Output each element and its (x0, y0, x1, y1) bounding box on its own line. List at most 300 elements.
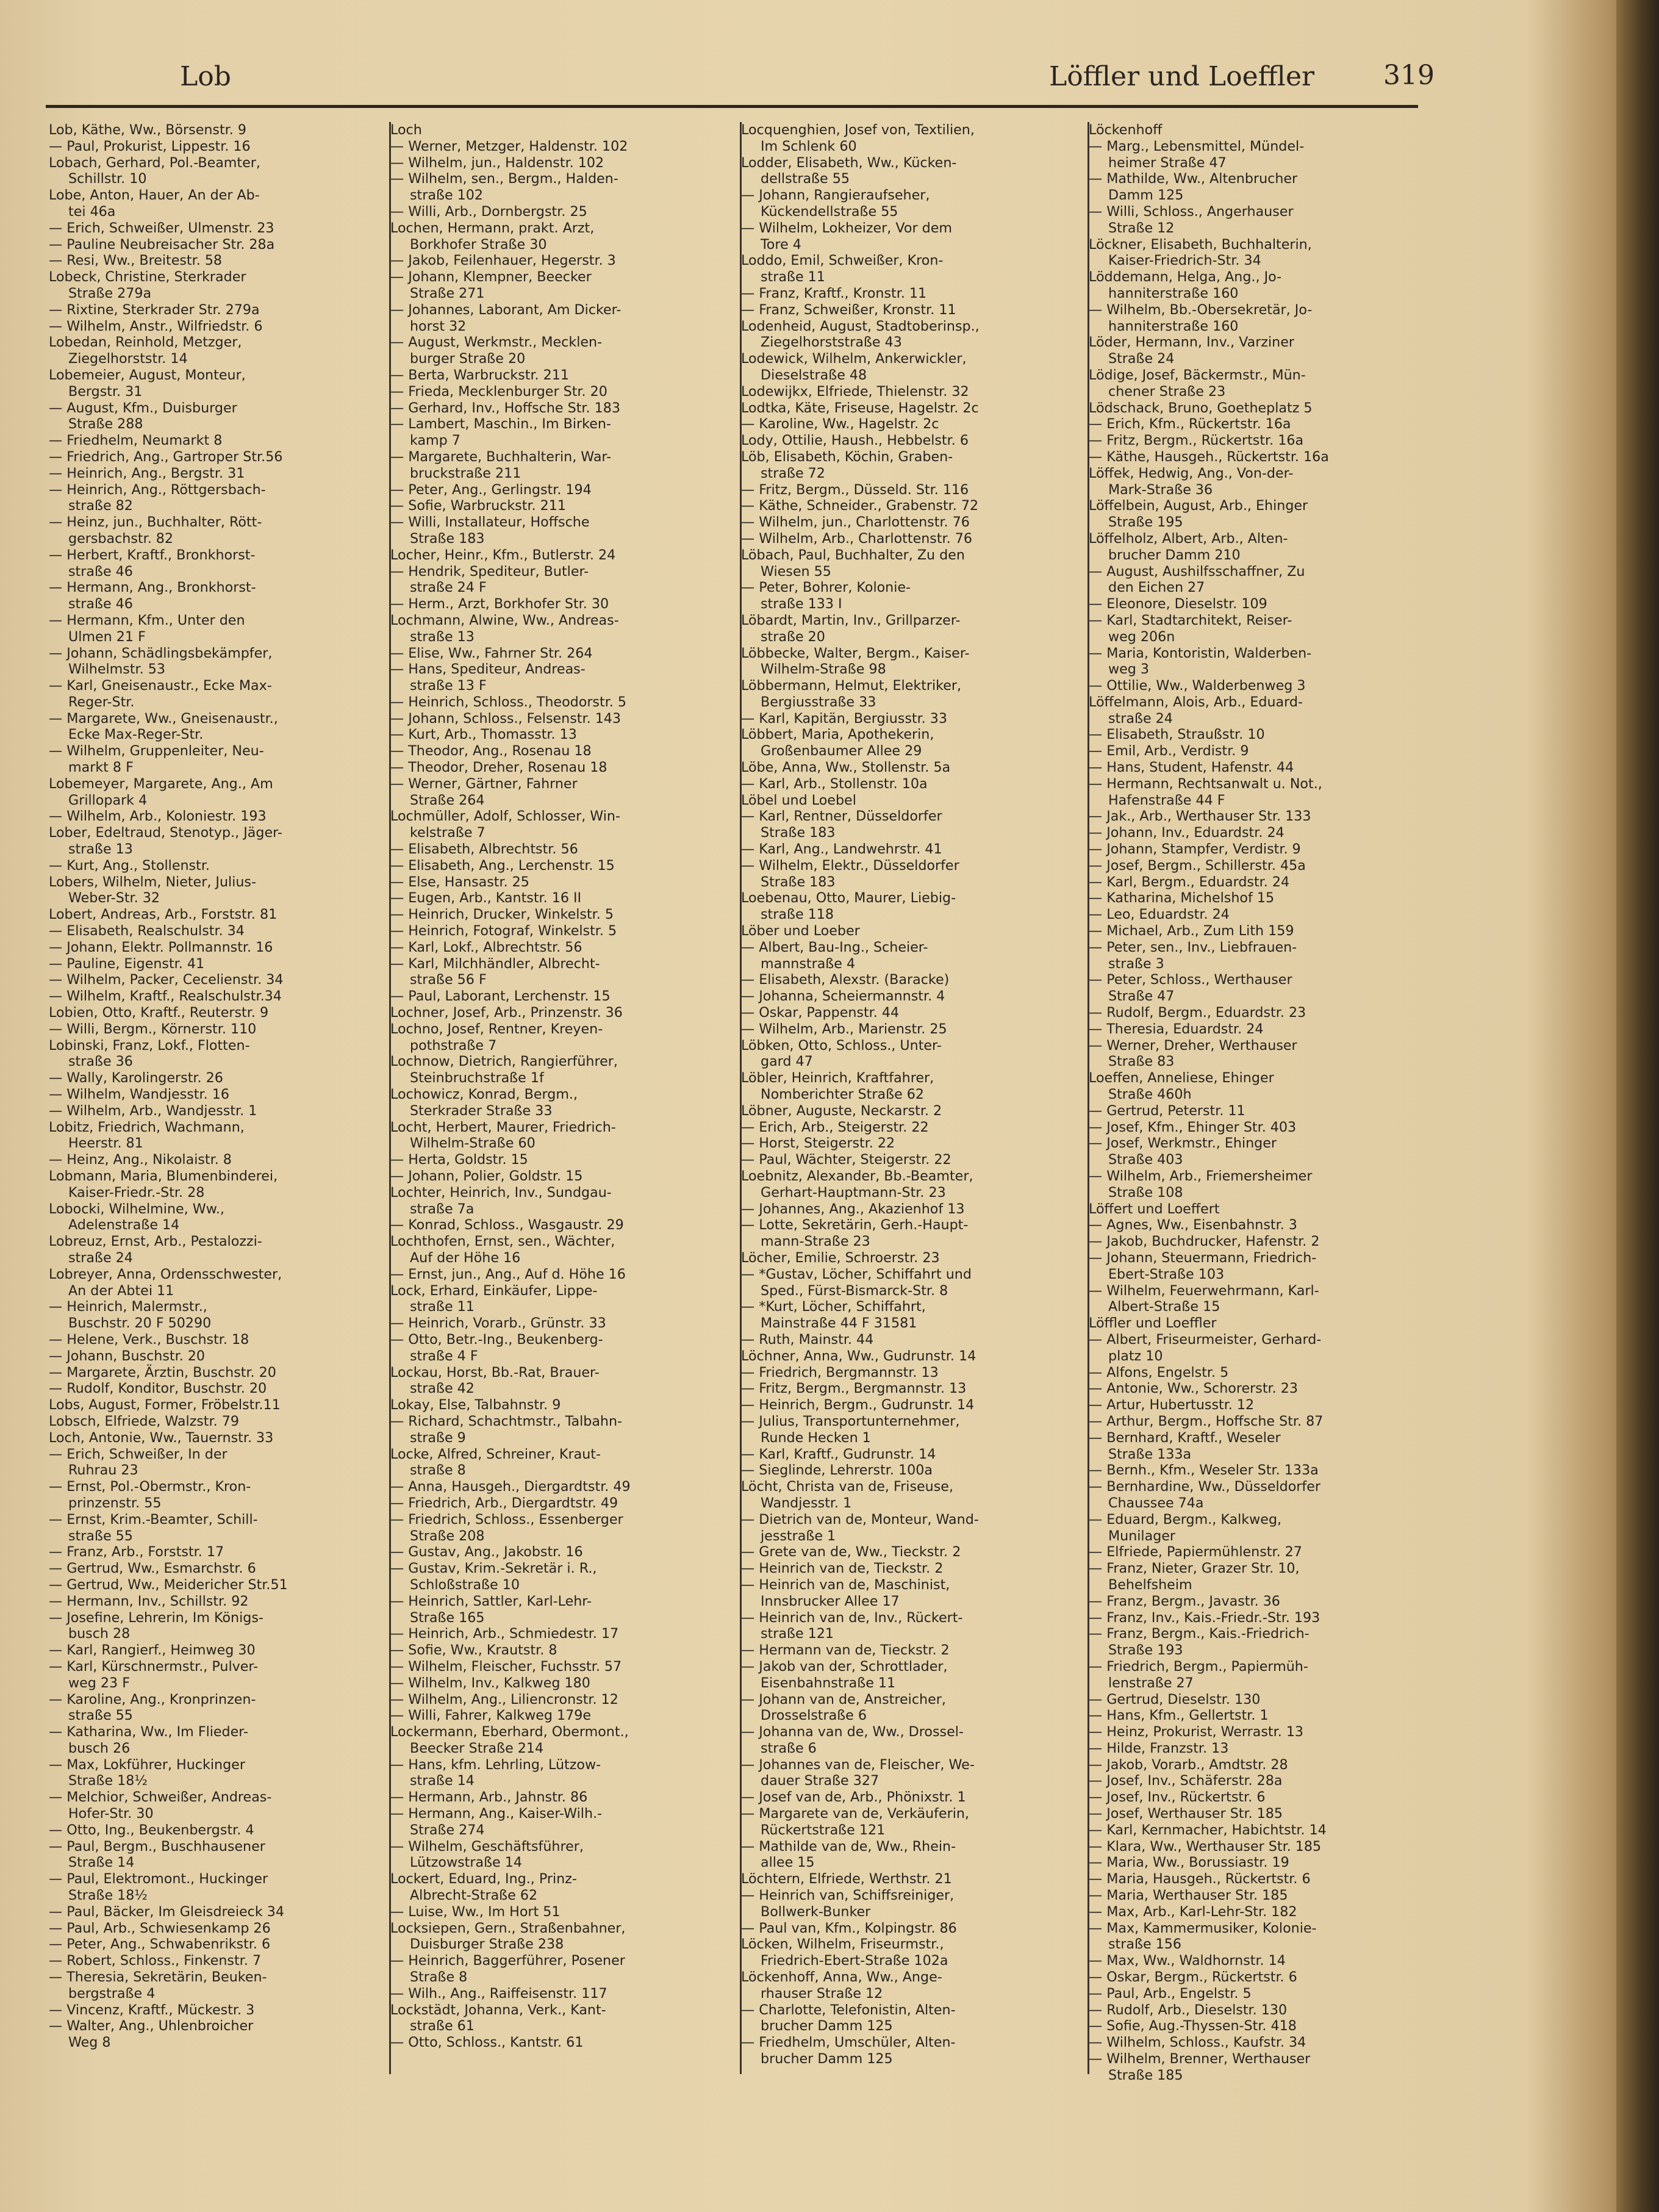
directory-entry-line: Sped., Fürst-Bismarck-Str. 8 (761, 1282, 948, 1299)
directory-entry-line: — Helene, Verk., Buschstr. 18 (49, 1331, 249, 1348)
directory-entry-line: — Josef, Inv., Schäferstr. 28a (1089, 1773, 1283, 1789)
directory-entry-line: Chaussee 74a (1108, 1495, 1204, 1511)
page-header (73, 56, 1433, 105)
directory-entry-line: — Maria, Kontoristin, Walderben- (1089, 645, 1312, 661)
directory-entry-line: — Fritz, Bergm., Bergmannstr. 13 (741, 1381, 967, 1397)
directory-entry-line: — Erich, Kfm., Rückertstr. 16a (1089, 416, 1291, 433)
directory-entry-line: — Karl, Arb., Stollenstr. 10a (741, 775, 928, 792)
directory-entry-line: — Karl, Stadtarchitekt, Reiser- (1089, 612, 1292, 628)
directory-entry-line: — Herbert, Kraftf., Bronkhorst- (49, 547, 256, 563)
directory-entry-line: — Franz, Bergm., Kais.-Friedrich- (1089, 1626, 1310, 1642)
directory-entry-line: Lochowicz, Konrad, Bergm., (390, 1086, 578, 1103)
directory-entry-line: — Johann, Schädlingsbekämpfer, (49, 645, 273, 661)
directory-entry-line: — Ruth, Mainstr. 44 (741, 1331, 874, 1348)
directory-entry-line: bergstraße 4 (68, 1985, 156, 2002)
directory-entry-line: Löbler, Heinrich, Kraftfahrer, (741, 1070, 934, 1086)
directory-entry-line: — Karl, Bergm., Eduardstr. 24 (1089, 874, 1290, 890)
directory-entry-line: Wiesen 55 (761, 563, 831, 580)
directory-entry-line: — August, Werkmstr., Mecklen- (390, 334, 603, 351)
directory-entry-line: — Pauline Neubreisacher Str. 28a (49, 236, 275, 253)
directory-entry-line: — Friedhelm, Neumarkt 8 (49, 433, 223, 449)
directory-entry-line: — Margarete, Ww., Gneisenaustr., (49, 710, 278, 727)
directory-entry-line: — Elfriede, Papiermühlenstr. 27 (1089, 1544, 1302, 1560)
directory-entry-line: Löb, Elisabeth, Köchin, Graben- (741, 448, 953, 465)
directory-entry-line: — Wilhelm, Arb., Charlottenstr. 76 (741, 530, 972, 547)
directory-entry-line: straße 11 (410, 1299, 475, 1315)
directory-entry-line: — Heinrich, Ang., Bergstr. 31 (49, 465, 245, 481)
directory-entry-line: straße 24 (1108, 710, 1173, 727)
directory-entry-line: — Karoline, Ang., Kronprinzen- (49, 1691, 256, 1707)
directory-entry-line: — Werner, Dreher, Werthauser (1089, 1037, 1297, 1054)
directory-entry-line: Lockert, Eduard, Ing., Prinz- (390, 1871, 577, 1887)
directory-entry-line: — Hermann, Ang., Bronkhorst- (49, 580, 256, 596)
directory-entry-line: pothstraße 7 (410, 1037, 497, 1054)
directory-entry-line: — Jak., Arb., Werthauser Str. 133 (1089, 808, 1311, 825)
directory-entry-line: Lodewick, Wilhelm, Ankerwickler, (741, 351, 967, 367)
directory-entry-line: Lochen, Hermann, prakt. Arzt, (390, 220, 595, 236)
directory-entry-line: — Josef, Werthauser Str. 185 (1089, 1806, 1283, 1822)
directory-entry-line: busch 28 (68, 1626, 131, 1642)
directory-entry-line: Weber-Str. 32 (68, 890, 160, 907)
directory-entry-line: — Albert, Friseurmeister, Gerhard- (1089, 1331, 1322, 1348)
directory-entry-line: Lochter, Heinrich, Inv., Sundgau- (390, 1184, 612, 1201)
directory-entry-line: Straße 279a (68, 285, 152, 301)
directory-entry-line: — Hilde, Franzstr. 13 (1089, 1740, 1229, 1756)
directory-entry-line: Straße 83 (1108, 1054, 1175, 1070)
directory-entry-line: — Hans, kfm. Lehrling, Lützow- (390, 1756, 601, 1773)
directory-entry-line: Lobemeyer, Margarete, Ang., Am (49, 775, 273, 792)
directory-entry-line: Löcken, Wilhelm, Friseurmstr., (741, 1936, 944, 1953)
directory-entry-line: — Gertrud, Ww., Esmarchstr. 6 (49, 1560, 256, 1577)
directory-entry-line: — Jakob, Vorarb., Amdtstr. 28 (1089, 1756, 1288, 1773)
directory-entry-line: Löchtern, Elfriede, Werthstr. 21 (741, 1871, 952, 1887)
directory-entry-line: — Johann, Polier, Goldstr. 15 (390, 1168, 583, 1184)
directory-entry-line: — Anna, Hausgeh., Diergardtstr. 49 (390, 1479, 631, 1495)
directory-entry-line: Straße 403 (1108, 1152, 1183, 1168)
directory-entry-line: — August, Aushilfsschaffner, Zu (1089, 563, 1305, 580)
directory-entry-line: — Josef, Kfm., Ehinger Str. 403 (1089, 1119, 1297, 1135)
directory-entry-line: Behelfsheim (1108, 1576, 1192, 1593)
directory-entry-line: — Hermann, Rechtsanwalt u. Not., (1089, 775, 1322, 792)
directory-entry-line: — Max, Kammermusiker, Kolonie- (1089, 1920, 1317, 1936)
directory-entry-line: Lödige, Josef, Bäckermstr., Mün- (1089, 367, 1306, 383)
directory-entry-line: kelstraße 7 (410, 825, 486, 841)
directory-entry-line: — Gustav, Krim.-Sekretär i. R., (390, 1560, 597, 1577)
directory-entry-line: — Hermann, Arb., Jahnstr. 86 (390, 1789, 588, 1806)
directory-entry-line: Straße 208 (410, 1528, 485, 1544)
directory-entry-line: — Hermann, Inv., Schillstr. 92 (49, 1593, 249, 1609)
directory-entry-line: — Peter, sen., Inv., Liebfrauen- (1089, 939, 1297, 955)
directory-entry-line: Löber und Loeber (741, 923, 860, 939)
directory-entry-line: — Berta, Warbruckstr. 211 (390, 367, 569, 383)
directory-entry-line: platz 10 (1108, 1348, 1163, 1364)
directory-entry-line: — Oskar, Bergm., Rückertstr. 6 (1089, 1969, 1297, 1986)
directory-entry-line: — Arthur, Bergm., Hoffsche Str. 87 (1089, 1413, 1324, 1429)
directory-entry-line: Lober, Edeltraud, Stenotyp., Jäger- (49, 825, 282, 841)
directory-entry-line: — Ernst, Krim.-Beamter, Schill- (49, 1511, 258, 1528)
directory-entry-line: Munilager (1108, 1528, 1176, 1544)
directory-entry-line: straße 14 (410, 1773, 475, 1789)
directory-entry-line: Straße 47 (1108, 988, 1175, 1005)
directory-entry-line: Lobsch, Elfriede, Walzstr. 79 (49, 1413, 239, 1429)
directory-entry-line: — Wilhelm, jun., Charlottenstr. 76 (741, 514, 970, 531)
directory-entry-line: Straße 14 (68, 1855, 135, 1871)
directory-entry-line: Beecker Straße 214 (410, 1740, 544, 1756)
directory-entry-line: — Otto, Ing., Beukenbergstr. 4 (49, 1822, 254, 1838)
directory-entry-line: Ebert-Straße 103 (1108, 1266, 1225, 1282)
directory-entry-line: Lockau, Horst, Bb.-Rat, Brauer- (390, 1364, 600, 1381)
directory-entry-line: lenstraße 27 (1108, 1675, 1194, 1691)
directory-entry-line: Lobe, Anton, Hauer, An der Ab- (49, 187, 260, 204)
directory-entry-line: Locquenghien, Josef von, Textilien, (741, 122, 975, 138)
directory-entry-line: — Margarete, Buchhalterin, War- (390, 448, 612, 465)
directory-entry-line: Lock, Erhard, Einkäufer, Lippe- (390, 1282, 598, 1299)
directory-entry-line: Lobien, Otto, Kraftf., Reuterstr. 9 (49, 1005, 269, 1021)
directory-entry-line: — Karl, Kraftf., Gudrunstr. 14 (741, 1446, 936, 1462)
directory-entry-line: Auf der Höhe 16 (410, 1249, 521, 1266)
directory-entry-line: Löbbecke, Walter, Bergm., Kaiser- (741, 645, 970, 661)
directory-entry-line: — Lotte, Sekretärin, Gerh.-Haupt- (741, 1217, 969, 1233)
directory-entry-line: — Artur, Hubertusstr. 12 (1089, 1397, 1255, 1413)
directory-entry-line: Lödschack, Bruno, Goetheplatz 5 (1089, 400, 1313, 416)
directory-entry-line: Bollwerk-Bunker (761, 1903, 871, 1920)
directory-entry-line: — Bernh., Kfm., Weseler Str. 133a (1089, 1462, 1319, 1479)
directory-entry-line: Friedrich-Ebert-Straße 102a (761, 1953, 948, 1969)
directory-entry-line: tei 46a (68, 203, 116, 220)
directory-entry-line: Straße 271 (410, 285, 485, 301)
directory-entry-line: — Max, Ww., Waldhornstr. 14 (1089, 1953, 1286, 1969)
directory-entry-line: — Friedhelm, Umschüler, Alten- (741, 2034, 956, 2051)
directory-entry-line: — Maria, Werthauser Str. 185 (1089, 1887, 1288, 1904)
directory-entry-line: — Marg., Lebensmittel, Mündel- (1089, 138, 1305, 154)
directory-entry-line: — Wilhelm, Feuerwehrmann, Karl- (1089, 1282, 1319, 1299)
directory-entry-line: — Johanna, Scheiermannstr. 4 (741, 988, 945, 1005)
directory-entry-line: straße 56 F (410, 972, 487, 988)
directory-entry-line: Löffelbein, August, Arb., Ehinger (1089, 498, 1308, 514)
directory-entry-line: — Sieglinde, Lehrerstr. 100a (741, 1462, 933, 1479)
directory-entry-line: den Eichen 27 (1108, 580, 1205, 596)
directory-entry-line: — Wilhelm, Kraftf., Realschulstr.34 (49, 988, 282, 1005)
directory-entry-line: Straße 133a (1108, 1446, 1192, 1462)
directory-entry-line: — Franz, Inv., Kais.-Friedr.-Str. 193 (1089, 1609, 1320, 1626)
directory-entry-line: — Agnes, Ww., Eisenbahnstr. 3 (1089, 1217, 1297, 1233)
directory-entry-line: Innsbrucker Allee 17 (761, 1593, 900, 1609)
directory-entry-line: Wilhelmstr. 53 (68, 661, 165, 678)
directory-entry-line: Straße 165 (410, 1609, 485, 1626)
directory-entry-line: straße 8 (410, 1462, 466, 1479)
directory-entry-line: — Paul, Elektromont., Huckinger (49, 1871, 268, 1887)
directory-entry-line: — Erich, Schweißer, Ulmenstr. 23 (49, 220, 274, 236)
directory-entry-line: Heerstr. 81 (68, 1135, 143, 1152)
directory-entry-line: — Wilhelm, Anstr., Wilfriedstr. 6 (49, 318, 263, 334)
directory-entry-line: — Franz, Schweißer, Kronstr. 11 (741, 301, 956, 318)
directory-entry-line: weg 206n (1108, 628, 1175, 645)
directory-entry-line: — Heinrich, Malermstr., (49, 1299, 207, 1315)
directory-entry-line: — Erich, Schweißer, In der (49, 1446, 228, 1462)
directory-entry-line: Ruhrau 23 (68, 1462, 138, 1479)
directory-entry-line: — Hans, Spediteur, Andreas- (390, 661, 586, 678)
directory-entry-line: — Gertrud, Ww., Meidericher Str.51 (49, 1576, 288, 1593)
directory-entry-line: — Käthe, Hausgeh., Rückertstr. 16a (1089, 448, 1329, 465)
directory-entry-line: — Klara, Ww., Werthauser Str. 185 (1089, 1838, 1322, 1855)
directory-entry-line: Lobocki, Wilhelmine, Ww., (49, 1201, 224, 1217)
directory-entry-line: — *Kurt, Löcher, Schiffahrt, (741, 1299, 926, 1315)
directory-entry-line: — Katharina, Michelshof 15 (1089, 890, 1275, 907)
directory-entry-line: Lobs, August, Former, Fröbelstr.11 (49, 1397, 281, 1413)
directory-entry-line: — Heinz, Prokurist, Werrastr. 13 (1089, 1724, 1304, 1740)
directory-entry-line: Löcher, Emilie, Schroerstr. 23 (741, 1249, 940, 1266)
directory-entry-line: — Franz, Nieter, Grazer Str. 10, (1089, 1560, 1300, 1577)
directory-entry-line: — Otto, Schloss., Kantstr. 61 (390, 2034, 584, 2051)
directory-entry-line: gard 47 (761, 1054, 813, 1070)
directory-entry-line: Kaiser-Friedr.-Str. 28 (68, 1184, 205, 1201)
directory-entry-line: — Gertrud, Peterstr. 11 (1089, 1102, 1245, 1119)
directory-entry-line: chener Straße 23 (1108, 383, 1226, 400)
directory-entry-line: — Franz, Arb., Forststr. 17 (49, 1544, 224, 1560)
directory-entry-line: Mark-Straße 36 (1108, 481, 1213, 498)
directory-entry-line: Straße 274 (410, 1822, 485, 1838)
directory-entry-line: — Elisabeth, Realschulstr. 34 (49, 923, 245, 939)
directory-entry-line: — Dietrich van de, Monteur, Wand- (741, 1511, 979, 1528)
directory-entry-line: Albrecht-Straße 62 (410, 1887, 538, 1904)
directory-entry-line: — Hermann van de, Tieckstr. 2 (741, 1642, 950, 1659)
directory-entry-line: Mainstraße 44 F 31581 (761, 1315, 917, 1332)
directory-entry-line: — Jakob, Feilenhauer, Hegerstr. 3 (390, 253, 616, 269)
directory-entry-line: Im Schlenk 60 (761, 138, 857, 154)
directory-entry-line: — Rudolf, Arb., Dieselstr. 130 (1089, 2002, 1288, 2018)
directory-entry-line: — Pauline, Eigenstr. 41 (49, 955, 205, 972)
directory-entry-line: — Wilhelm, Elektr., Düsseldorfer (741, 857, 959, 874)
directory-entry-line: — Heinrich van de, Maschinist, (741, 1576, 950, 1593)
directory-entry-line: Hafenstraße 44 F (1108, 792, 1225, 808)
directory-entry-line: — Wilhelm, sen., Bergm., Halden- (390, 171, 618, 187)
directory-entry-line: — Ernst, jun., Ang., Auf d. Höhe 16 (390, 1266, 626, 1282)
directory-entry-line: Loddo, Emil, Schweißer, Kron- (741, 253, 944, 269)
directory-entry-line: Löckenhoff (1089, 122, 1163, 138)
directory-entry-line: straße 118 (761, 907, 834, 923)
directory-entry-line: Löffek, Hedwig, Ang., Von-der- (1089, 465, 1294, 481)
directory-entry-line: — Hermann, Ang., Kaiser-Wilh.- (390, 1806, 603, 1822)
directory-entry-line: Rückertstraße 121 (761, 1822, 886, 1838)
directory-entry-line: — Karoline, Ww., Hagelstr. 2c (741, 416, 939, 433)
directory-entry-line: — Margarete van de, Verkäuferin, (741, 1806, 969, 1822)
directory-entry-line: — Johann, Schloss., Felsenstr. 143 (390, 710, 622, 727)
directory-entry-line: — Heinrich, Fotograf, Winkelstr. 5 (390, 923, 617, 939)
directory-entry-line: — Sofie, Warbruckstr. 211 (390, 498, 566, 514)
directory-entry-line: — Paul, Bäcker, Im Gleisdreieck 34 (49, 1903, 284, 1920)
directory-entry-line: Borkhofer Straße 30 (410, 236, 547, 253)
directory-entry-line: — Ottilie, Ww., Walderbenweg 3 (1089, 678, 1306, 694)
directory-entry-line: — Sofie, Ww., Krautstr. 8 (390, 1642, 557, 1659)
directory-entry-line: — Wilhelm, Arb., Koloniestr. 193 (49, 808, 267, 825)
directory-entry-line: Wilhelm-Straße 98 (761, 661, 886, 678)
directory-entry-line: — Karl, Ang., Landwehrstr. 41 (741, 841, 942, 858)
directory-entry-line: — Paul, Bergm., Buschhausener (49, 1838, 265, 1855)
directory-entry-line: straße 13 F (410, 678, 487, 694)
header-rule (46, 105, 1418, 108)
directory-entry-line: — Peter, Bohrer, Kolonie- (741, 580, 911, 596)
directory-entry-line: — Mathilde, Ww., Altenbrucher (1089, 171, 1298, 187)
directory-entry-line: — Theresia, Eduardstr. 24 (1089, 1021, 1264, 1037)
directory-entry-line: Straße 8 (410, 1969, 468, 1986)
directory-entry-line: — Melchior, Schweißer, Andreas- (49, 1789, 272, 1806)
directory-entry-line: Löddemann, Helga, Ang., Jo- (1089, 269, 1282, 285)
directory-entry-line: brucher Damm 125 (761, 2051, 893, 2067)
directory-entry-line: Lobach, Gerhard, Pol.-Beamter, (49, 154, 260, 171)
directory-entry-line: Locher, Heinr., Kfm., Butlerstr. 24 (390, 547, 616, 563)
directory-entry-line: Straße 195 (1108, 514, 1183, 531)
directory-entry-line: mannstraße 4 (761, 955, 856, 972)
directory-entry-line: — Johann van de, Anstreicher, (741, 1691, 946, 1707)
directory-entry-line: Lochmann, Alwine, Ww., Andreas- (390, 612, 619, 628)
directory-entry-line: — Alfons, Engelstr. 5 (1089, 1364, 1229, 1381)
directory-entry-line: — Friedrich, Arb., Diergardtstr. 49 (390, 1495, 618, 1511)
directory-entry-line: Buschstr. 20 F 50290 (68, 1315, 212, 1332)
directory-entry-line: — Eduard, Bergm., Kalkweg, (1089, 1511, 1282, 1528)
directory-entry-line: bruckstraße 211 (410, 465, 521, 481)
directory-entry-line: — Heinz, jun., Buchhalter, Rött- (49, 514, 262, 531)
directory-entry-line: straße 46 (68, 563, 133, 580)
directory-entry-line: — Konrad, Schloss., Wasgaustr. 29 (390, 1217, 624, 1233)
directory-entry-line: — Lambert, Maschin., Im Birken- (390, 416, 611, 433)
directory-entry-line: — Jakob van der, Schrottlader, (741, 1658, 948, 1675)
directory-entry-line: — Erich, Arb., Steigerstr. 22 (741, 1119, 929, 1135)
directory-entry-line: straße 72 (761, 465, 825, 481)
directory-entry-line: Lobinski, Franz, Lokf., Flotten- (49, 1037, 250, 1054)
directory-entry-line: straße 121 (761, 1626, 834, 1642)
directory-entry-line: Kückendellstraße 55 (761, 203, 898, 220)
directory-entry-line: — Theodor, Ang., Rosenau 18 (390, 743, 592, 759)
directory-entry-line: Grillopark 4 (68, 792, 148, 808)
directory-entry-line: weg 3 (1108, 661, 1150, 678)
directory-entry-line: Straße 24 (1108, 351, 1175, 367)
directory-entry-line: — Karl, Rangierf., Heimweg 30 (49, 1642, 256, 1659)
directory-entry-line: — Herm., Arzt, Borkhofer Str. 30 (390, 596, 609, 612)
directory-entry-line: straße 36 (68, 1054, 133, 1070)
directory-entry-line: dellstraße 55 (761, 171, 850, 187)
directory-entry-line: Straße 193 (1108, 1642, 1183, 1659)
directory-entry-line: — Michael, Arb., Zum Lith 159 (1089, 923, 1294, 939)
directory-entry-line: — Peter, Schloss., Werthauser (1089, 972, 1292, 988)
directory-entry-line: Straße 12 (1108, 220, 1175, 236)
directory-entry-line: — Wilhelm, Arb., Friemersheimer (1089, 1168, 1313, 1184)
directory-entry-line: Lodder, Elisabeth, Ww., Kücken- (741, 154, 957, 171)
directory-entry-line: Loch (390, 122, 422, 138)
directory-entry-line: Lockermann, Eberhard, Obermont., (390, 1724, 629, 1740)
directory-entry-line: — Max, Arb., Karl-Lehr-Str. 182 (1089, 1903, 1297, 1920)
book-edge (1616, 0, 1659, 2212)
directory-entry-line: Lockstädt, Johanna, Verk., Kant- (390, 2002, 606, 2018)
directory-entry-line: — Josef van de, Arb., Phönixstr. 1 (741, 1789, 966, 1806)
directory-entry-line: Albert-Straße 15 (1108, 1299, 1220, 1315)
directory-entry-line: — Herta, Goldstr. 15 (390, 1152, 528, 1168)
directory-entry-line: — Resi, Ww., Breitestr. 58 (49, 253, 223, 269)
directory-entry-line: straße 156 (1108, 1936, 1182, 1953)
directory-entry-line: — August, Kfm., Duisburger (49, 400, 237, 416)
directory-entry-line: brucher Damm 210 (1108, 547, 1241, 563)
directory-entry-line: — *Gustav, Löcher, Schiffahrt und (741, 1266, 972, 1282)
directory-entry-line: — Elisabeth, Ang., Lerchenstr. 15 (390, 857, 615, 874)
directory-entry-line: Lobeck, Christine, Sterkrader (49, 269, 246, 285)
directory-entry-line: — Bernhardine, Ww., Düsseldorfer (1089, 1479, 1321, 1495)
directory-entry-line: — Johann, Elektr. Pollmannstr. 16 (49, 939, 273, 955)
directory-entry-line: — Wilhelm, Wandjesstr. 16 (49, 1086, 229, 1103)
directory-entry-line: Duisburger Straße 238 (410, 1936, 564, 1953)
directory-entry-line: straße 7a (410, 1201, 475, 1217)
directory-entry-line: dauer Straße 327 (761, 1773, 880, 1789)
directory-entry-line: burger Straße 20 (410, 351, 526, 367)
directory-entry-line: Sterkrader Straße 33 (410, 1102, 553, 1119)
directory-entry-line: — Ernst, Pol.-Obermstr., Kron- (49, 1479, 251, 1495)
directory-entry-line: — Johann, Buschstr. 20 (49, 1348, 206, 1364)
directory-entry-line: — Karl, Gneisenaustr., Ecke Max- (49, 678, 272, 694)
directory-entry-line: straße 24 (68, 1249, 133, 1266)
directory-entry-line: Lodewijkx, Elfriede, Thielenstr. 32 (741, 383, 969, 400)
directory-entry-line: — Albert, Bau-Ing., Scheier- (741, 939, 928, 955)
directory-entry-line: — Willi, Arb., Dornbergstr. 25 (390, 203, 587, 220)
directory-entry-line: — Otto, Betr.-Ing., Beukenberg- (390, 1331, 603, 1348)
directory-entry-line: — Johannes van de, Fleischer, We- (741, 1756, 975, 1773)
directory-entry-line: Ecke Max-Reger-Str. (68, 727, 204, 743)
directory-entry-line: Straße 185 (1108, 2067, 1183, 2083)
directory-entry-line: Lützowstraße 14 (410, 1855, 522, 1871)
directory-entry-line: Damm 125 (1108, 187, 1184, 204)
directory-entry-line: — Willi, Fahrer, Kalkweg 179e (390, 1707, 592, 1724)
directory-entry-line: — Karl, Rentner, Düsseldorfer (741, 808, 942, 825)
directory-entry-line: Straße 460h (1108, 1086, 1192, 1103)
directory-entry-line: — Heinrich, Drucker, Winkelstr. 5 (390, 907, 614, 923)
directory-entry-line: jesstraße 1 (761, 1528, 836, 1544)
directory-entry-line: Großenbaumer Allee 29 (761, 743, 922, 759)
directory-entry-line: Lodtka, Käte, Friseuse, Hagelstr. 2c (741, 400, 979, 416)
directory-entry-line: — Bernhard, Kraftf., Weseler (1089, 1429, 1281, 1446)
directory-entry-line: — Eleonore, Dieselstr. 109 (1089, 596, 1267, 612)
directory-entry-line: Lob, Käthe, Ww., Börsenstr. 9 (49, 122, 246, 138)
directory-entry-line: Lobreuz, Ernst, Arb., Pestalozzi- (49, 1233, 262, 1250)
directory-entry-line: — Karl, Kapitän, Bergiusstr. 33 (741, 710, 948, 727)
directory-entry-line: — Wilhelm, Ang., Liliencronstr. 12 (390, 1691, 618, 1707)
directory-entry-line: — Wilhelm, Arb., Marienstr. 25 (741, 1021, 947, 1037)
directory-entry-line: Lobemeier, August, Monteur, (49, 367, 246, 383)
directory-entry-line: Straße 288 (68, 416, 143, 433)
directory-entry-line: Löbel und Loebel (741, 792, 856, 808)
column-3 (741, 122, 1089, 2074)
directory-entry-line: straße 42 (410, 1381, 475, 1397)
directory-entry-line: — Franz, Kraftf., Kronstr. 11 (741, 285, 927, 301)
directory-entry-line: Loebnitz, Alexander, Bb.-Beamter, (741, 1168, 973, 1184)
directory-entry-line: — Johann, Steuermann, Friedrich- (1089, 1249, 1317, 1266)
directory-entry-line: — Franz, Bergm., Javastr. 36 (1089, 1593, 1280, 1609)
directory-entry-line: — Heinrich van, Schiffsreiniger, (741, 1887, 955, 1904)
directory-entry-line: — Wilhelm, Geschäftsführer, (390, 1838, 584, 1855)
directory-entry-line: — Johann, Stampfer, Verdistr. 9 (1089, 841, 1301, 858)
directory-entry-line: Runde Hecken 1 (761, 1429, 871, 1446)
directory-entry-line: brucher Damm 125 (761, 2018, 893, 2034)
directory-entry-line: Löbardt, Martin, Inv., Grillparzer- (741, 612, 961, 628)
directory-entry-line: Adelenstraße 14 (68, 1217, 180, 1233)
directory-entry-line: Hofer-Str. 30 (68, 1806, 154, 1822)
directory-entry-line: — Friedrich, Ang., Gartroper Str.56 (49, 448, 283, 465)
directory-entry-line: — Wilhelm, Lokheizer, Vor dem (741, 220, 952, 236)
directory-entry-line: Gerhart-Hauptmann-Str. 23 (761, 1184, 946, 1201)
directory-entry-line: — Wilhelm, Brenner, Werthauser (1089, 2051, 1311, 2067)
directory-entry-line: — Sofie, Aug.-Thyssen-Str. 418 (1089, 2018, 1297, 2034)
directory-entry-line: Straße 183 (761, 825, 836, 841)
directory-entry-line: — Gerhard, Inv., Hoffsche Str. 183 (390, 400, 620, 416)
directory-entry-line: Locht, Herbert, Maurer, Friedrich- (390, 1119, 616, 1135)
directory-entry-line: — Leo, Eduardstr. 24 (1089, 907, 1230, 923)
directory-entry-line: — Else, Hansastr. 25 (390, 874, 529, 890)
